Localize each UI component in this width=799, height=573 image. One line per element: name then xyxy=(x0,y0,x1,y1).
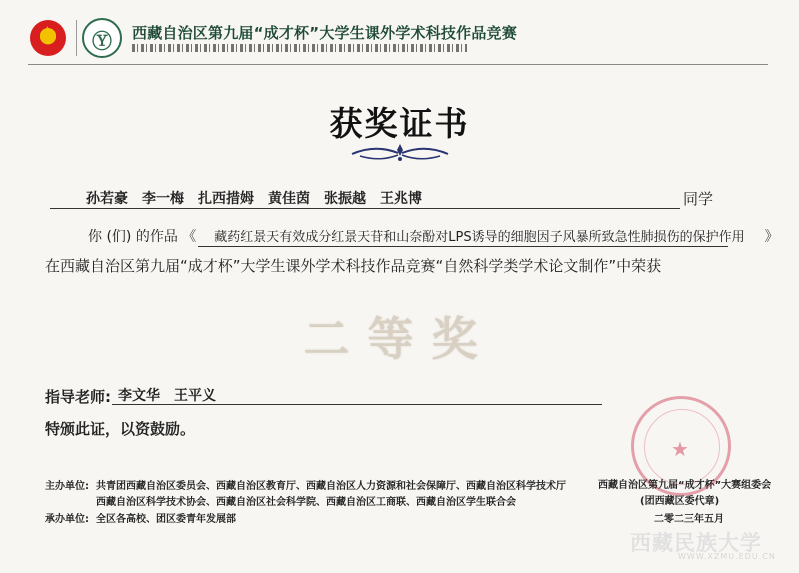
youth-league-emblem-icon: ★ xyxy=(30,20,66,56)
undertake-line: 全区各高校、团区委青年发展部 xyxy=(96,514,236,525)
advisor-names: 李文华 王平义 xyxy=(118,388,216,404)
competition-logo-icon: Ⓨ xyxy=(82,18,122,58)
host-line-1: 共青团西藏自治区委员会、西藏自治区教育厅、西藏自治区人力资源和社会保障厅、西藏自治区科学技术厅 xyxy=(96,481,566,492)
official-seal-icon: ★ xyxy=(631,396,731,496)
host-line-2: 西藏自治区科学技术协会、西藏自治区社会科学院、西藏自治区工商联、西藏自治区学生联合会 xyxy=(96,497,516,508)
work-underline xyxy=(198,246,728,247)
advisor-underline xyxy=(112,404,602,405)
watermark-url: WWW.XZMU.EDU.CN xyxy=(678,552,776,561)
award-level: 二等奖 xyxy=(303,312,496,366)
header-divider xyxy=(76,20,77,56)
closing-text: 特颁此证，以资鼓励。 xyxy=(45,420,196,438)
header-title: 西藏自治区第九届“成才杯”大学生课外学术科技作品竞赛 xyxy=(132,24,517,42)
issue-date: 二零二三年五月 xyxy=(654,514,724,525)
work-line xyxy=(88,226,779,246)
work-suffix: 》 xyxy=(764,229,779,245)
work-prefix: 你 (们) 的作品 《 xyxy=(88,229,197,245)
work-title: 藏药红景天有效成分红景天苷和山奈酚对LPS诱导的细胞因子风暴所致急性肺损伤的保护作用 xyxy=(214,230,745,245)
watermark-text: 西藏民族大学 xyxy=(630,531,762,555)
student-suffix: 同学 xyxy=(683,190,714,208)
advisor-label: 指导老师: xyxy=(45,388,111,406)
issuer-seal-note: (团西藏区委代章) xyxy=(640,496,720,507)
student-names: 孙若豪 李一梅 扎西措姆 黄佳茵 张振越 王兆博 xyxy=(86,191,422,207)
names-underline xyxy=(50,208,680,209)
header-tibetan-script xyxy=(132,44,467,52)
undertake-label: 承办单位: xyxy=(45,514,89,525)
ornament-divider-icon xyxy=(350,140,450,164)
host-label: 主办单位: xyxy=(45,481,89,492)
certificate-title: 获奖证书 xyxy=(329,104,470,143)
competition-line: 在西藏自治区第九届“成才杯”大学生课外学术科技作品竞赛“自然科学类学术论文制作”中荣获 xyxy=(45,257,662,275)
issuer-name: 西藏自治区第九届“成才杯”大赛组委会 xyxy=(598,480,772,491)
header-rule xyxy=(28,64,768,65)
